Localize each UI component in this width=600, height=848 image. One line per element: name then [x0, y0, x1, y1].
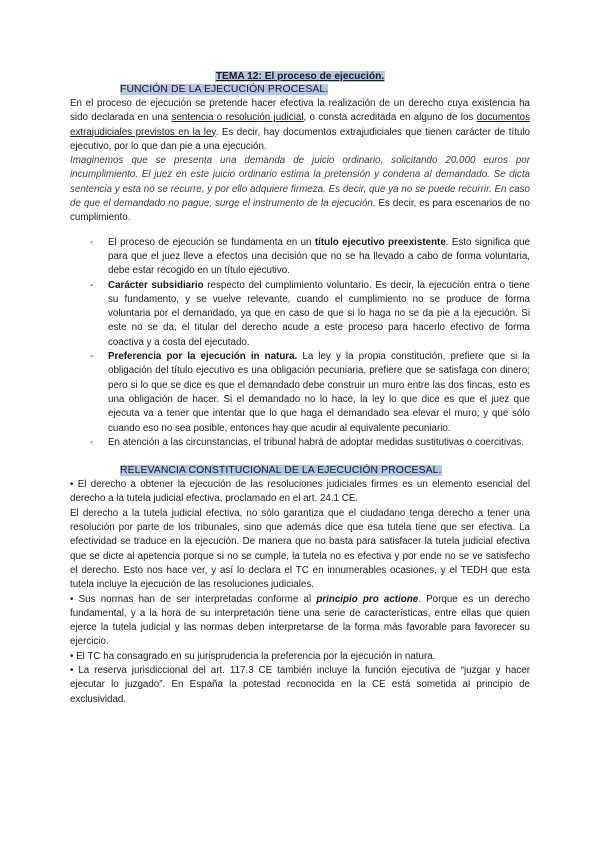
section-heading-relevancia: RELEVANCIA CONSTITUCIONAL DE LA EJECUCIÓN PROCESAL. [120, 465, 442, 477]
constitutional-paragraph-2: El derecho a la tutela judicial efectiva, no sólo garantiza que el ciudadano tenga derecho a tener una resolución por parte de los tribunales, sino que además dice que esa tutela tiene que ser efectiva. La efectividad se traduce en la ejecución. De manera que no basta para satisfacer la tutela judicial efectiva que se dicte al apetencia porque si no se cumple, la tutela no es efectiva y por ende no se ve satisfecho el derecho. Esto nos hace ver, y así lo declara el TC en innumerables ocasiones, y el TEDH que esta tutela incluye la ejecución de las resoluciones judiciales. [70, 507, 530, 591]
document-title: TEMA 12: El proceso de ejecución. [215, 71, 385, 82]
example-paragraph: Imaginemos que se presenta una demanda de juicio ordinario, solicitando 20.000 euros por incumplimiento. El juez en este juicio ordinario estima la pretensión y condena al demandado. Se dicta sentencia y esta no se recurre, y por ello adquiere firmeza. Es decir, que ya no se puede recurrir. En caso de que el demandado no pague, surge el instrumento de la ejecución. Es decir, es para escenarios de no cumplimiento. [70, 155, 531, 224]
intro-paragraph: En el proceso de ejecución se pretende hacer efectiva la realización de un derecho cuya existencia ha sido declarada en una sentencia o resolución judicial, o consta acreditada en alguno de los documentos extrajudiciales previstos en la ley. Es decir, hay documentos extrajudiciales que tienen carácter de título ejecutivo, por lo que dan pie a una ejecución. [70, 98, 530, 152]
list-item: - El proceso de ejecución se fundamenta en un título ejecutivo preexistente. Esto significa que para que el juez lleve a efectos una decisión que no se ha llevado a cabo de forma voluntaria, debe estar recogido en un título ejecutivo. [90, 236, 530, 277]
features-list [70, 236, 530, 450]
list-item: - En atención a las circunstancias, el tribunal habrá de adoptar medidas sustitutivas o coercitivas. [90, 436, 525, 448]
list-item: - Preferencia por la ejecución in natura. La ley y la propia constitución, prefiere que si la obligación del título ejecutivo es una obligación pecuniaria, prefiere que se satisfaga con dinero; pero si lo que se dice es que el demandado debe construir un muro entre las dos fincas, esto es una obligación de hacer. Si el demandado no lo hace, la ley lo que dice es que el juez que ejecuta va a tener que intentar que lo que haga el demandado sea elevar el muro; y que sólo cuando eso no sea posible, entonces hay que acudir al equivalente pecuniario. [90, 351, 530, 434]
constitutional-paragraph-3: • Sus normas han de ser interpretadas conforme al principio pro actione. Porque es un derecho fundamental, y a la hora de su interpretación tiene una serie de características, entre ellas que quien ejerce la tutela judicial y las normas deben interpretarse de la forma más favorable para favorecer su ejercicio. [70, 593, 530, 648]
list-item: - Carácter subsidiario respecto del cumplimiento voluntario. Es decir, la ejecución entra o tiene su fundamento, y se vuelve relevante, cuando el cumplimiento no se produce de forma voluntaria por el demandado, ya que en caso de que si lo haga no se da pie a la ejecución. Si este no se da, el titular del derecho acude a este proceso para hacerlo efectivo de forma coactiva y a costa del ejecutado. [90, 279, 530, 348]
section-heading-funcion: FUNCIÓN DE LA EJECUCIÓN PROCESAL. [120, 84, 329, 95]
constitutional-paragraph-5: • La reserva jurisdiccional del art. 117.3 CE también incluye la función ejecutiva de “juzgar y hacer ejecutar lo juzgado”. En España la potestad reconocida en la CE está sometida al principio de exclusividad. [70, 664, 530, 705]
constitutional-paragraph-4: • El TC ha consagrado en su jurisprudencia la preferencia por la ejecución in natura. [70, 650, 436, 662]
constitutional-paragraph-1: • El derecho a obtener la ejecución de las resoluciones judiciales firmes es un elemento esencial del derecho a la tutela judicial efectiva, proclamado en el art. 24.1 CE. [70, 479, 530, 505]
